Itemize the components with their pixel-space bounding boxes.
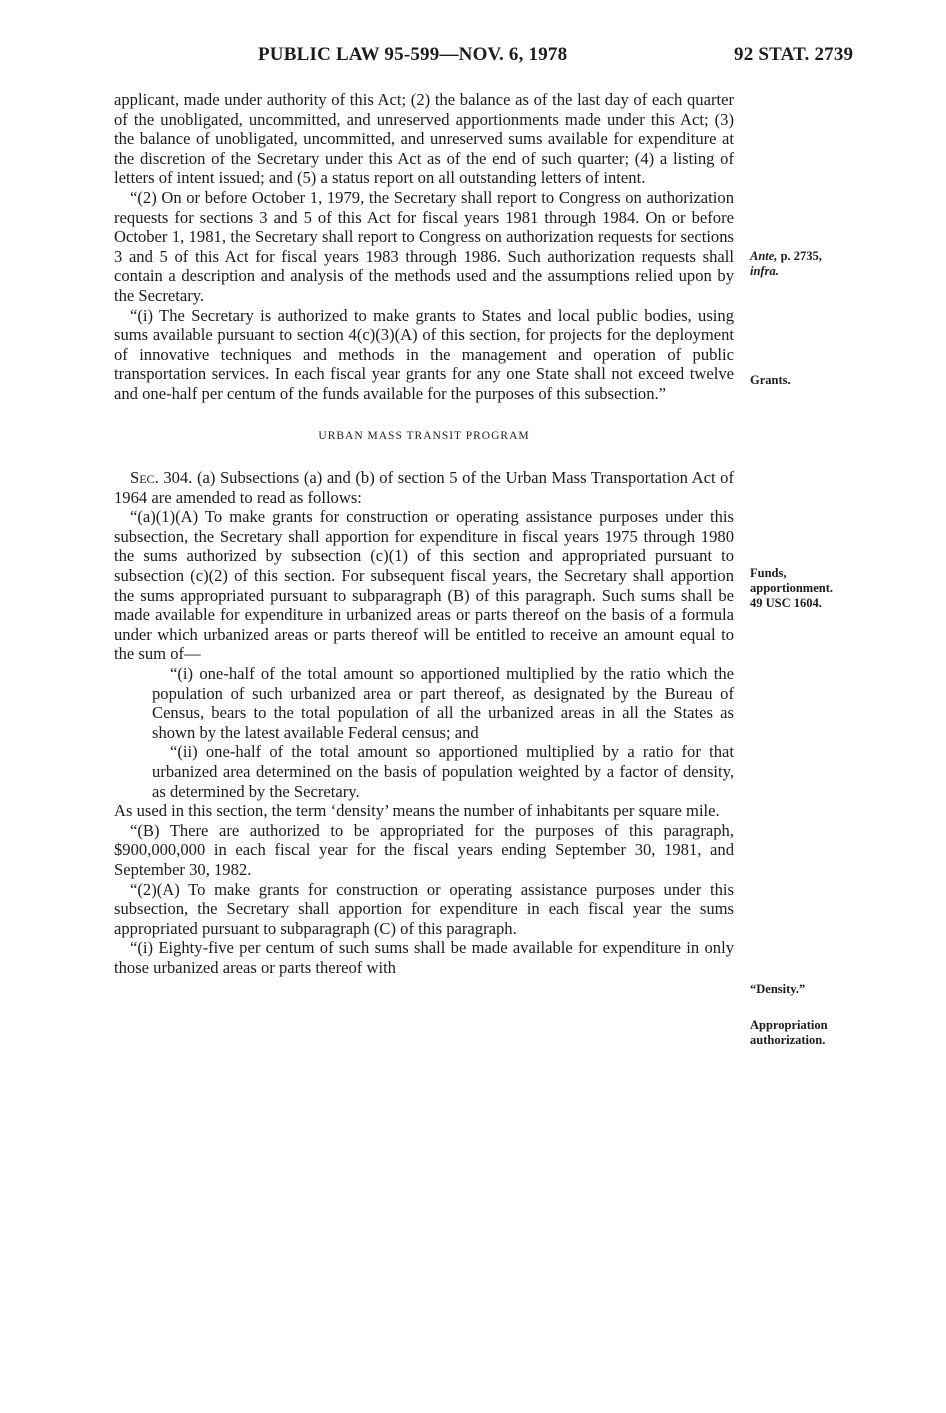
section-label: Sec.: [130, 468, 159, 488]
paragraph-report-requirement: “(2) On or before October 1, 1979, the Secretary shall report to Congress on authorization requests for sections 3 and 5 of this Act for fiscal years 1981 through 1984. On or before October 1, 1981, the Secretary shall report to Congress on authorization requests for sections 3 and 5 of this Act for fiscal years 1983 through 1986. Such authorization requests shall contain a description and analysis of the methods used and the assumptions relied upon by the Secretary.: [114, 187, 734, 305]
margin-note-infra: infra.: [750, 264, 779, 278]
main-text: [114, 90, 734, 978]
margin-note-grants: Grants.: [750, 373, 791, 387]
margin-note-appropriation: [750, 1018, 870, 1048]
statute-page-number: 92 STAT. 2739: [734, 44, 854, 65]
margin-note-funds-line2: apportionment.: [750, 581, 833, 595]
margin-note-ante-page: p. 2735,: [780, 249, 822, 263]
paragraph-continuation: applicant, made under authority of this Act; (2) the balance as of the last day of each quarter of the unobligated, uncommitted, and unreserved apportionments made under this Act; (3) the balance of unobligated, uncommitted, and unreserved sums available for expenditure at the discretion of the Secretary under this Act as of the end of such quarter; (4) a listing of letters of intent issued; and (5) a status report on all outstanding letters of intent.: [114, 90, 734, 188]
paragraph-density-definition: As used in this section, the term ‘density’ means the number of inhabitants per square mile.: [114, 801, 720, 821]
clause-i: “(i) one-half of the total amount so apportioned multiplied by the ratio which the population of such urbanized area or part thereof, as designated by the Bureau of Census, bears to the total population of all the urbanized areas in all the States as shown by the latest available Federal census; and: [152, 664, 734, 742]
paragraph-2A-i: “(i) Eighty-five per centum of such sums shall be made available for expenditure in only those urbanized areas or parts thereof with: [114, 938, 734, 977]
margin-note-usc: 49 USC 1604.: [750, 596, 822, 610]
section-304-text: 304. (a) Subsections (a) and (b) of section 5 of the Urban Mass Transportation Act of 1964 are amended to read as follows:: [114, 468, 734, 507]
running-head-title: PUBLIC LAW 95-599—NOV. 6, 1978: [258, 44, 568, 65]
clause-ii: “(ii) one-half of the total amount so apportioned multiplied by a ratio for that urbanized area determined on the basis of population weighted by a factor of density, as determined by the Secretary.: [152, 742, 734, 801]
margin-note-funds-line1: Funds,: [750, 566, 787, 580]
section-heading: URBAN MASS TRANSIT PROGRAM: [318, 429, 530, 442]
paragraph-a1A: “(a)(1)(A) To make grants for construction or operating assistance purposes under this subsection, the Secretary shall apportion for expenditure in fiscal years 1975 through 1980 the sums authorized by subsection (c)(1) of this section and appropriated pursuant to subsection (c)(2) of this section. For subsequent fiscal years, the Secretary shall apportion the sums appropriated pursuant to subparagraph (B) of this paragraph. Such sums shall be made available for expenditure in urbanized areas or parts thereof on the basis of a formula under which urbanized areas or parts thereof will be entitled to receive an amount equal to the sum of—: [114, 507, 734, 664]
margin-note-appropriation-line1: Appropriation: [750, 1018, 828, 1032]
margin-note-ante-italic: Ante,: [750, 249, 778, 263]
margin-note-appropriation-line2: authorization.: [750, 1033, 826, 1047]
paragraph-B: “(B) There are authorized to be appropriated for the purposes of this paragraph, $900,000,000 in each fiscal year for the fiscal years ending September 30, 1981, and September 30, 1982.: [114, 820, 734, 879]
margin-note-density: “Density.”: [750, 982, 806, 996]
margin-note-funds: [750, 566, 870, 611]
paragraph-2A: “(2)(A) To make grants for construction or operating assistance purposes under this subsection, the Secretary shall apportion for expenditure in each fiscal year the sums appropriated pursuant to subparagraph (C) of this paragraph.: [114, 879, 734, 938]
paragraph-section-304: [114, 468, 734, 507]
paragraph-grants: “(i) The Secretary is authorized to make grants to States and local public bodies, using sums available pursuant to section 4(c)(3)(A) of this section, for projects for the deployment of innovative techniques and methods in the management and operation of public transportation services. In each fiscal year grants for any one State shall not exceed twelve and one-half per centum of the funds available for the purposes of this subsection.”: [114, 305, 734, 403]
margin-note-ante: [750, 249, 870, 279]
